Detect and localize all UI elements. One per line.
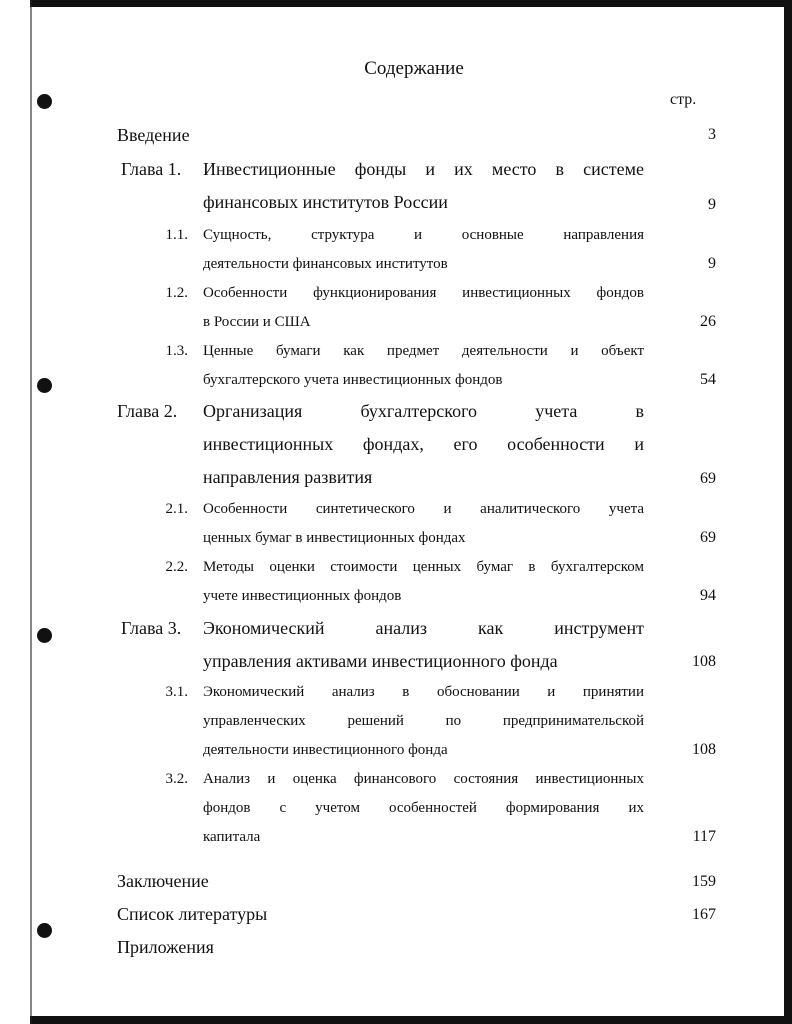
section-2-2-title-line: Методы оценки стоимости ценных бумаг в бухгалтерском — [203, 559, 644, 575]
section-2-2-page: 94 — [700, 587, 716, 604]
section-1-2-title-line: в России и США — [203, 314, 311, 330]
section-1-2-title-line: Особенности функционирования инвестиционных фондов — [203, 285, 644, 301]
section-1-3-title-line: Ценные бумаги как предмет деятельности и объект — [203, 343, 644, 359]
section-3-2-title-line: фондов с учетом особенностей формирования их — [203, 800, 644, 816]
punch-hole — [37, 94, 52, 109]
section-1-3-title-line: бухгалтерского учета инвестиционных фондов — [203, 372, 503, 388]
section-1-1-label: 1.1. — [165, 227, 188, 243]
toc-conclusion-page: 159 — [692, 873, 716, 890]
section-2-2-title-line: учете инвестиционных фондов — [203, 588, 402, 604]
page-column-header: стр. — [670, 91, 697, 108]
section-2-1-label: 2.1. — [165, 501, 188, 517]
scan-border-top — [30, 0, 792, 7]
scan-border-left — [30, 0, 32, 1024]
section-1-1-title-line: Сущность, структура и основные направления — [203, 227, 644, 243]
section-2-1-title-line: ценных бумаг в инвестиционных фондах — [203, 530, 466, 546]
punch-hole — [37, 923, 52, 938]
section-2-1-page: 69 — [700, 529, 716, 546]
section-3-1-title-line: управленческих решений по предпринимательской — [203, 713, 644, 729]
chapter-3-title-line: Экономический анализ как инструмент — [203, 618, 644, 638]
section-1-2-label: 1.2. — [165, 285, 188, 301]
section-1-3-label: 1.3. — [165, 343, 188, 359]
section-2-2-label: 2.2. — [165, 559, 188, 575]
section-3-1-title-line: Экономический анализ в обосновании и принятии — [203, 684, 644, 700]
punch-hole — [37, 628, 52, 643]
chapter-2-page: 69 — [700, 470, 716, 487]
section-3-2-page: 117 — [692, 828, 716, 845]
section-2-1-title-line: Особенности синтетического и аналитического учета — [203, 501, 644, 517]
chapter-2-title-line: Организация бухгалтерского учета в — [203, 401, 644, 421]
toc-bibliography-label: Список литературы — [117, 904, 268, 924]
toc-bibliography-page: 167 — [692, 906, 716, 923]
chapter-2-label: Глава 2. — [117, 401, 178, 421]
chapter-3-page: 108 — [692, 653, 716, 670]
section-1-2-page: 26 — [700, 313, 716, 330]
chapter-3-title-line: управления активами инвестиционного фонда — [203, 651, 558, 671]
chapter-1-title-line: финансовых институтов России — [203, 192, 448, 212]
page-title: Содержание — [364, 58, 464, 79]
section-3-2-label: 3.2. — [165, 771, 188, 787]
chapter-1-page: 9 — [708, 196, 716, 213]
toc-conclusion-label: Заключение — [117, 871, 209, 891]
section-3-1-title-line: деятельности инвестиционного фонда — [203, 742, 448, 758]
chapter-2-title-line: направления развития — [203, 467, 373, 487]
punch-hole — [37, 378, 52, 393]
chapter-1-label: Глава 1. — [121, 159, 182, 179]
section-1-1-title-line: деятельности финансовых институтов — [203, 256, 448, 272]
chapter-3-label: Глава 3. — [121, 618, 182, 638]
section-1-3-page: 54 — [700, 371, 716, 388]
toc-intro-page: 3 — [708, 126, 716, 143]
toc-intro-label: Введение — [117, 125, 190, 145]
section-1-1-page: 9 — [708, 255, 716, 272]
section-3-1-label: 3.1. — [165, 684, 188, 700]
chapter-1-title-line: Инвестиционные фонды и их место в системе — [203, 159, 644, 179]
section-3-1-page: 108 — [692, 741, 716, 758]
section-3-2-title-line: Анализ и оценка финансового состояния инвестиционных — [203, 771, 644, 787]
chapter-2-title-line: инвестиционных фондах, его особенности и — [203, 434, 644, 454]
scan-border-bottom — [30, 1016, 792, 1024]
scan-border-right — [784, 0, 792, 1024]
toc-appendix-label: Приложения — [117, 937, 214, 957]
section-3-2-title-line: капитала — [203, 829, 261, 845]
